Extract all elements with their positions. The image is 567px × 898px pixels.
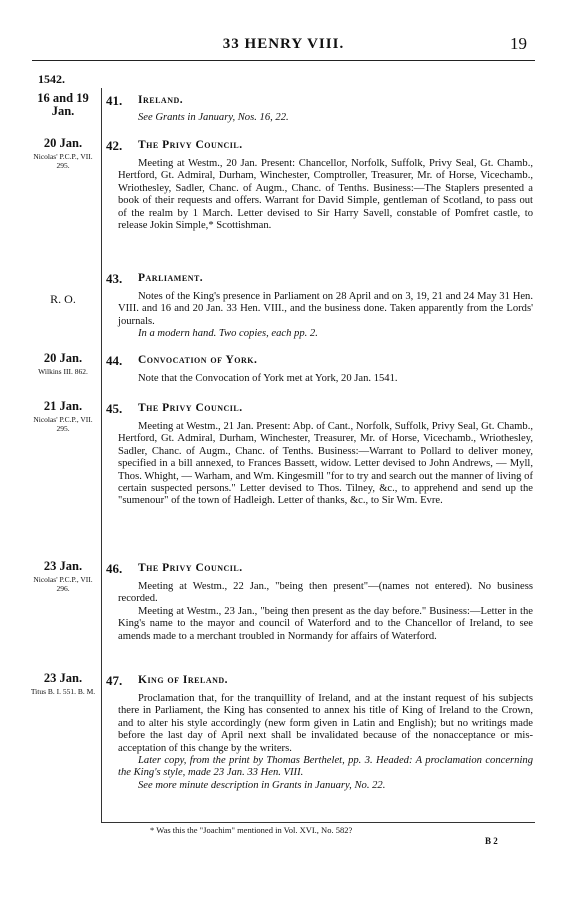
entry-source: Nicolas' P.C.P., VII. 296.	[33, 575, 93, 593]
entry-number: 44.	[106, 353, 123, 368]
entry-body: Meeting at Westm., 20 Jan. Present: Chancellor, Norfolk, Suffolk, Privy Seal, Gt. Chamb., Hertford, Gt. Admiral, Durham, Winchester, Comptroller, Treasurer, Mr. of Horse, Vicechamb., Wriothesley, Sadler, Chanc. of Augm., Chanc. of Tenths. Business:—The Staplers presented a book of their requests and offers. Warrant for David Simple, gentleman of Scotland, to pass out of the realm by 1 March. Letter devised to Sir Harry Savell, constable of Pomfret castle, to release Jokin Simple,* Scottishman.	[118, 158, 533, 232]
entry-heading: King of Ireland.	[138, 674, 229, 686]
entry-number: 41.	[106, 93, 123, 108]
entry-source: R. O.	[50, 292, 76, 306]
entry-margin	[30, 672, 96, 696]
entry-body: Proclamation that, for the tranquillity of Ireland, and at the instant request of his subjects there in Parliament, the King has consented to annex his title of King of Ireland to the Crown, and to alter his style accordingly (new form given in Latin and English); but no writings made before the last day of April next shall be invalidated because of the nonacceptance or mis-acceptation of this change by the writers. Later copy, from the print by Thomas Berthelet, pp. 3. Headed: A proclamation concerning the King's style, made 23 Jan. 33 Hen. VIII. See more minute description in Grants in January, No. 22.	[118, 693, 533, 791]
running-title: 33 HENRY VIII.	[222, 36, 345, 52]
entry-margin	[30, 560, 96, 593]
entry-date: 21 Jan.	[43, 399, 83, 413]
entry-note: Later copy, from the print by Thomas Berthelet, pp. 3. Headed: A proclamation concerning the King's style, made 23 Jan. 33 Hen. VIII.	[118, 755, 533, 779]
entry-source: Titus B. I. 551. B. M.	[30, 687, 96, 696]
footnote-rule	[101, 822, 535, 823]
entry-margin	[30, 400, 96, 433]
margin-rule	[101, 88, 102, 823]
entry-note: In a modern hand. Two copies, each pp. 2.	[138, 328, 318, 340]
entry-source: Wilkins III. 862.	[38, 367, 88, 376]
entry-body: Meeting at Westm., 21 Jan. Present: Abp. of Cant., Norfolk, Suffolk, Privy Seal, Gt. Chamb., Hertford, Gt. Admiral, Durham, Winchester, Treasurer, Mr. of Horse, Vicechamb., Wriothesley, Sadler, Chanc. of Augm., Chanc. of Tenths. Business:—Warrant to Pollard to deliver money, specified in a bill annexed, to Frances Bassett, widow. Letter devised to John Andrews, — Myll, Thos. Whight, — Warham, and Wm. Kingesmill "for to try and search out the manner of living of certain suspected persons." Letter devised to Thos. Tilney, &c., to apprehend and send up the "sumenour" of the town of Hadleigh. Letter of thanks, &c., to Sir Wm. Evre.	[118, 421, 533, 507]
entry-margin	[30, 137, 96, 170]
entry-body: See Grants in January, Nos. 16, 22.	[138, 112, 289, 123]
entry-source: Nicolas' P.C.P., VII. 295.	[33, 152, 93, 170]
entry-date: 23 Jan.	[43, 671, 83, 685]
entry-source: Nicolas' P.C.P., VII. 295.	[33, 415, 93, 433]
entry-body: Meeting at Westm., 22 Jan., "being then present"—(names not entered). No business recorded. Meeting at Westm., 23 Jan., "being then present as the day before." Business:—Letter in the King's name to the mayor and council of Waterford and to the Chancellor of Ireland, to see amends made to a merchant troubled in Normandy for affairs of Waterford.	[118, 581, 533, 642]
header-rule	[32, 60, 535, 61]
entry-date: 20 Jan.	[43, 351, 83, 365]
signature-mark: B 2	[485, 836, 498, 846]
entry-body: Notes of the King's presence in Parliament on 28 April and on 3, 19, 21 and 24 May 31 Hen. VIII. and 16 and 20 Jan. 33 Hen. VIII., and the business done. Taken apparently from the Lords' journals. In a modern hand. Two copies, each pp. 2.	[118, 291, 533, 340]
entry-date: 23 Jan.	[43, 559, 83, 573]
entry-heading: The Privy Council.	[138, 562, 243, 574]
entry-number: 47.	[106, 673, 123, 688]
entry-heading: Parliament.	[138, 272, 204, 284]
entry-heading: Ireland.	[138, 94, 184, 106]
entry-number: 45.	[106, 401, 123, 416]
entry-date: 16 and 19 Jan.	[37, 91, 89, 118]
entry-heading: Convocation of York.	[138, 354, 258, 366]
entry-number: 43.	[106, 271, 123, 286]
page-number: 19	[510, 34, 527, 53]
footnote: * Was this the "Joachim" mentioned in Vol. XVI., No. 582?	[150, 825, 353, 835]
entry-margin	[30, 352, 96, 376]
entry-number: 42.	[106, 138, 123, 153]
entry-heading: The Privy Council.	[138, 402, 243, 414]
entry-body: Note that the Convocation of York met at York, 20 Jan. 1541.	[138, 373, 398, 384]
entry-note: See more minute description in Grants in January, No. 22.	[138, 779, 386, 791]
entry-number: 46.	[106, 561, 123, 576]
entry-heading: The Privy Council.	[138, 139, 243, 151]
year-label: 1542.	[38, 72, 65, 86]
entry-date: 20 Jan.	[43, 136, 83, 150]
